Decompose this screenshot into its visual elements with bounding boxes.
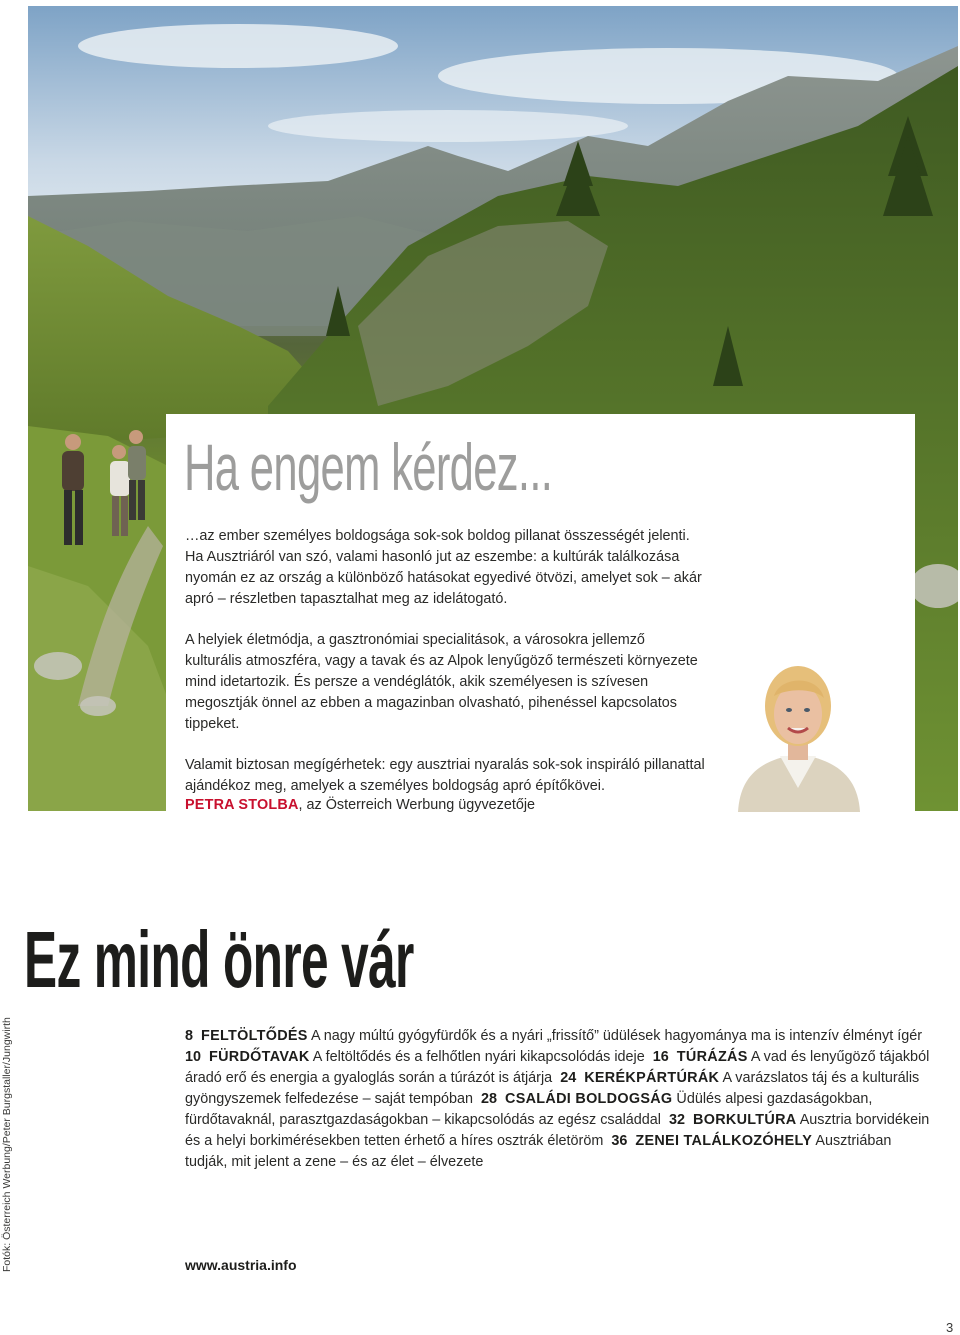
signature-role: , az Österreich Werbung ügyvezetője xyxy=(298,797,536,813)
website-link[interactable]: www.austria.info xyxy=(185,1257,297,1273)
intro-paragraph-1: …az ember személyes boldogsága sok-sok boldog pillanat összességét jelenti. Ha Ausztriáról van szó, valami hasonló jut az eszembe: a kultúrák találkozása nyomán ez az ország a különböző hatásokat egyedivé ötvözi, amelyet sok – akár apró – részletben tapasztalhat meg az idelátogató. xyxy=(185,528,702,607)
portrait-image xyxy=(718,648,878,812)
signature-name: PETRA STOLBA xyxy=(185,797,299,813)
contents-text: Ausztria borvidékein és a helyi borkimérésekben tetten érhető a híres osztrák életöröm xyxy=(185,1112,930,1149)
contents-text: A varázslatos táj és a kulturális gyöngyszemek felfedezése – saját tempóban xyxy=(185,1070,920,1107)
contents-page-number: 16 xyxy=(652,1049,669,1065)
contents-page-number: 10 xyxy=(185,1049,202,1065)
contents-list xyxy=(185,1026,930,1173)
signature xyxy=(185,795,535,815)
contents-title: Ez mind önre vár xyxy=(24,915,414,1004)
contents-page-number: 8 xyxy=(185,1028,194,1044)
contents-label: BORKULTÚRA xyxy=(693,1112,797,1128)
portrait-photo xyxy=(718,648,878,812)
contents-item[interactable] xyxy=(185,1028,922,1044)
contents-label: FELTÖLTŐDÉS xyxy=(201,1028,308,1044)
contents-text: A nagy múltú gyógyfürdők és a nyári „frissítő” üdülések hagyománya ma is intenzív élményt ígér xyxy=(310,1028,923,1044)
page-number: 3 xyxy=(946,1320,954,1335)
contents-label: FÜRDŐTAVAK xyxy=(209,1049,310,1065)
intro-paragraph-3: Valamit biztosan megígérhetek: egy ausztriai nyaralás sok-sok inspiráló pillanattal ajándékoz meg, amelyek a személyes boldogság apró építőkövei. xyxy=(185,757,705,794)
contents-label: CSALÁDI BOLDOGSÁG xyxy=(505,1091,673,1107)
contents-label: ZENEI TALÁLKOZÓHELY xyxy=(635,1133,813,1149)
contents-text: A feltöltődés és a felhőtlen nyári kikapcsolódás ideje xyxy=(312,1049,645,1065)
photo-credit: Fotók: Österreich Werbung/Peter Burgstaller/Jungwirth xyxy=(1,1017,13,1272)
contents-page-number: 32 xyxy=(669,1112,686,1128)
contents-page-number: 36 xyxy=(611,1133,628,1149)
contents-text: Üdülés alpesi gazdaságokban, fürdőtavaknál, parasztgazdaságokban – kikapcsolódás az egész családdal xyxy=(185,1091,873,1128)
intro-text xyxy=(185,526,705,797)
contents-label: TÚRÁZÁS xyxy=(676,1049,748,1065)
contents-item[interactable] xyxy=(185,1049,645,1065)
contents-page-number: 28 xyxy=(481,1091,498,1107)
intro-paragraph-2: A helyiek életmódja, a gasztronómiai specialitások, a városokra jellemző kulturális atmoszféra, vagy a tavak és az Alpok lenyűgöző természeti környezete mind idetartozik. És persze a vendéglátók, akik személyesen is szívesen megosztják önnel az ebben a magazinban olvasható, pihenéssel kapcsolatos tippeket. xyxy=(185,632,698,732)
contents-text: Ausztriában tudják, mit jelent a zene – és az élet – élvezete xyxy=(185,1133,892,1170)
headline: Ha engem kérdez... xyxy=(184,430,553,504)
contents-text: A vad és lenyűgöző tájakból áradó erő és energia a gyaloglás során a túrázót is átjárja xyxy=(185,1049,930,1086)
contents-page-number: 24 xyxy=(560,1070,577,1086)
contents-label: KERÉKPÁRTÚRÁK xyxy=(584,1070,720,1086)
